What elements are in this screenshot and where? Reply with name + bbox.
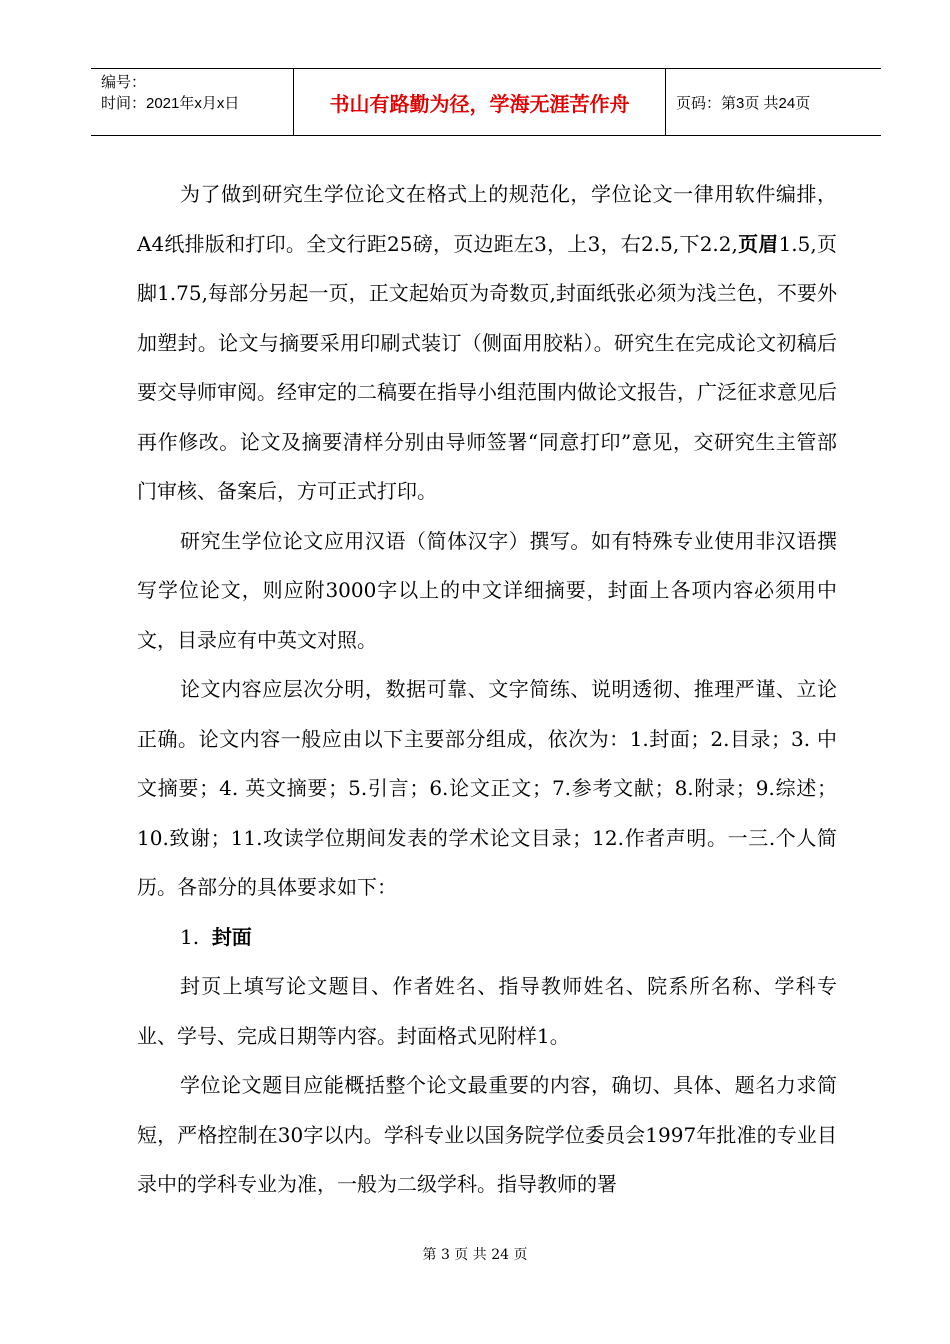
page-header bbox=[91, 68, 881, 136]
page-number-label: 页码：第3页 共24页 bbox=[676, 94, 811, 112]
paragraph-structure: 论文内容应层次分明，数据可靠、文字简练、说明透彻、推理严谨、立论正确。论文内容一般应由以下主要部分组成，依次为：1.封面；2.目录；3. 中文摘要；4. 英文摘要；5.引言；6.论文正文；7.参考文献；8.附录；9.综述；10.致谢；11.攻读学位期间发表的学术论文目录；12.作者声明。一三.个人简历。各部分的具体要求如下： bbox=[137, 677, 837, 899]
header-motto bbox=[293, 69, 666, 135]
paragraph-language: 研究生学位论文应用汉语（简体汉字）撰写。如有特殊专业使用非汉语撰写学位论文，则应附3000字以上的中文详细摘要，封面上各项内容必须用中文，目录应有中英文对照。 bbox=[137, 528, 837, 652]
paragraph-text: 为了做到研究生学位论文在格式上的规范化，学位论文一律用软件编排，A4纸排版和打印。全文行距25磅，页边距左3，上3，右2.5,下2.2, bbox=[137, 182, 837, 256]
page-footer bbox=[0, 1244, 950, 1264]
footer-page-number: 第 3 页 共 24 页 bbox=[422, 1247, 528, 1263]
paragraph-format-requirements bbox=[137, 170, 837, 517]
document-body bbox=[137, 170, 837, 1210]
motto-text: 书山有路勤为径，学海无涯苦作舟 bbox=[329, 91, 630, 116]
paragraph-cover-fields: 封页上填写论文题目、作者姓名、指导教师姓名、院系所名称、学科专业、学号、完成日期等内容。封面格式见附样1。 bbox=[137, 974, 837, 1048]
header-meta bbox=[91, 69, 293, 135]
section-title: 封面 bbox=[211, 924, 252, 949]
header-page-info bbox=[666, 69, 881, 135]
paragraph-title-rules: 学位论文题目应能概括整个论文最重要的内容，确切、具体、题名力求简短，严格控制在30字以内。学科专业以国务院学位委员会1997年批准的专业目录中的学科专业为准，一般为二级学科。指导教师的署 bbox=[137, 1073, 837, 1196]
document-time-label: 时间：2021年x月x日 bbox=[101, 95, 240, 112]
document-number-label: 编号： bbox=[101, 74, 147, 91]
bold-term: 页眉 bbox=[737, 231, 779, 256]
section-heading-cover bbox=[137, 913, 837, 963]
paragraph-text: 1.5,页脚1.75,每部分另起一页，正文起始页为奇数页,封面纸张必须为浅兰色，不要外加塑封。论文与摘要采用印刷式装订（侧面用胶粘）。研究生在完成论文初稿后要交导师审阅。经审定的二稿要在指导小组范围内做论文报告，广泛征求意见后再作修改。论文及摘要清样分别由导师签署“同意打印”意见，交研究生主管部门审核、备案后，方可正式打印。 bbox=[137, 231, 837, 503]
section-number: 1. bbox=[180, 924, 200, 949]
